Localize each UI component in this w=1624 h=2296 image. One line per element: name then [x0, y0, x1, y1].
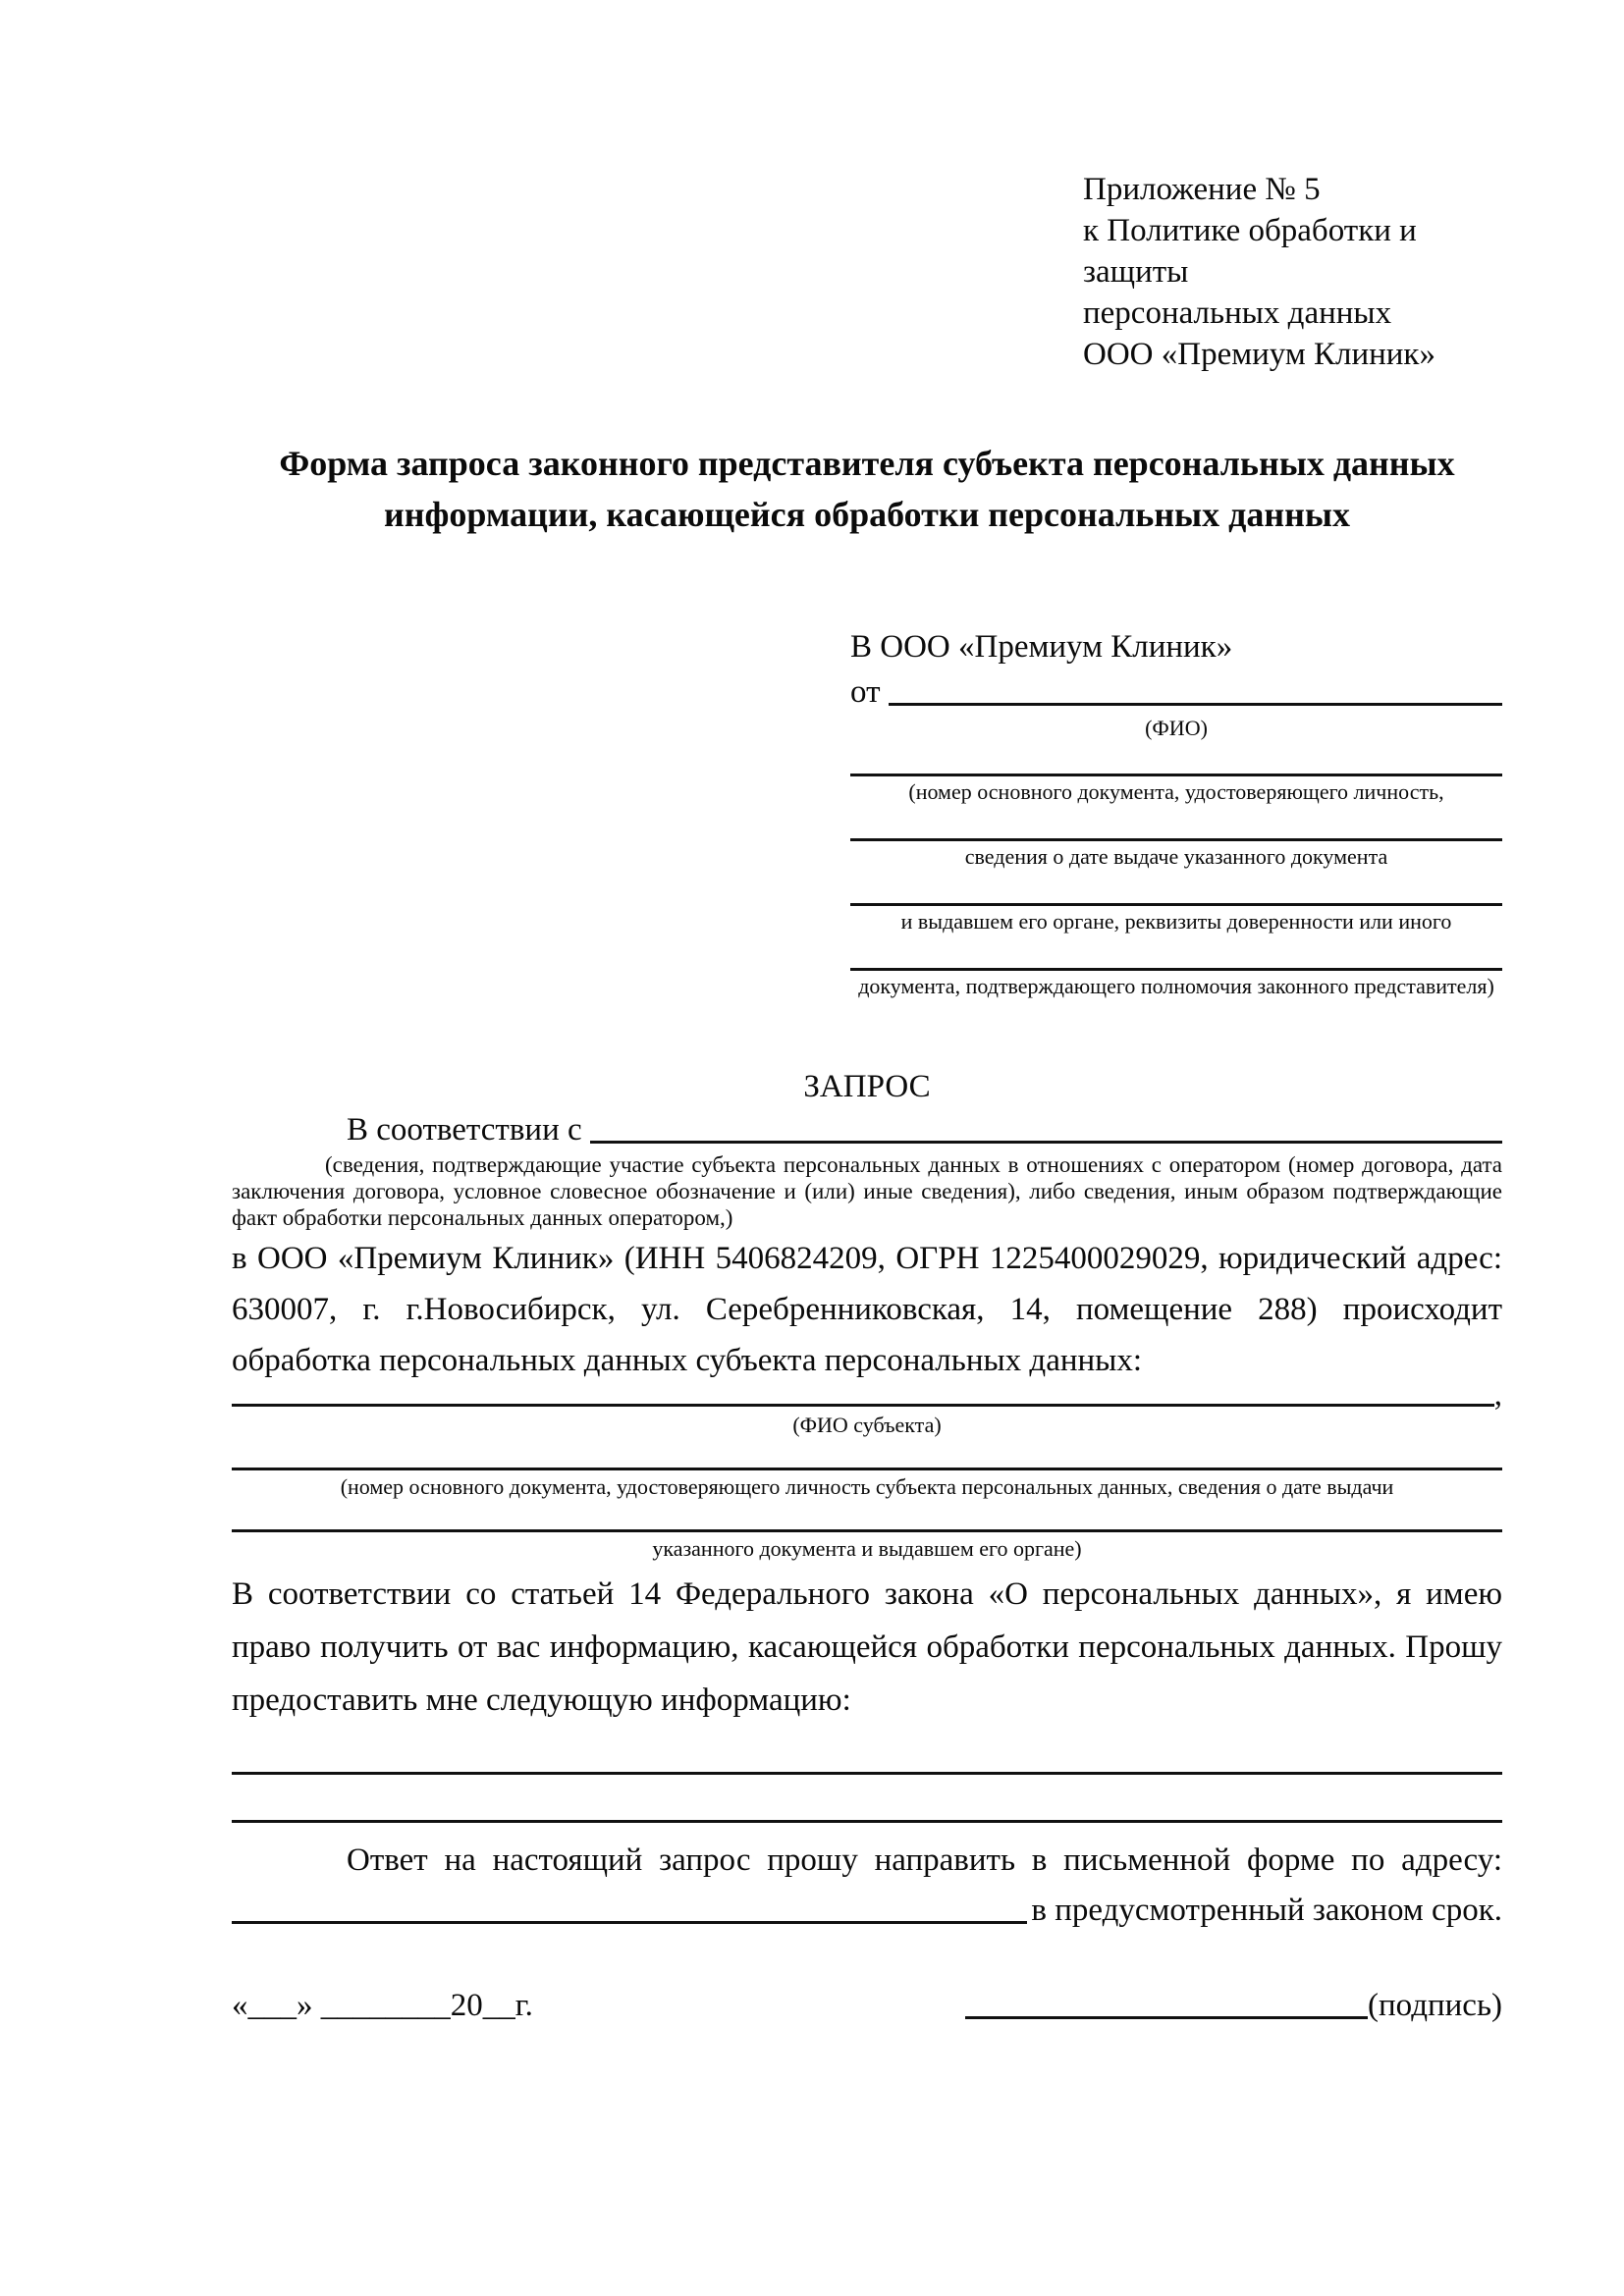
fill-in-line-issue-date [850, 817, 1502, 841]
appendix-note-line-4: ООО «Премиум Клиник» [1083, 337, 1435, 372]
fill-in-line-reply-address [232, 1921, 1027, 1924]
caption-subject-document-2: указанного документа и выдавшем его органе) [652, 1536, 1082, 1561]
operator-paragraph: в ООО «Премиум Клиник» (ИНН 5406824209, ОГРН 1225400029029, юридический адрес: 630007, г. г.Новосибирск, ул. Серебренниковская, 14, помещение 288) происходит обработка персональных данных субъекта персональных данных: [232, 1241, 1502, 1378]
reply-suffix: в предусмотренный законом срок. [1031, 1893, 1502, 1928]
caption-subject-document-1: (номер основного документа, удостоверяющего личность субъекта персональных данных, сведения о дате выдачи [340, 1474, 1394, 1499]
caption-document-number: (номер основного документа, удостоверяющего личность, [908, 779, 1444, 804]
fill-in-line-subject-fio [232, 1404, 1494, 1407]
fill-in-line-requested-info-1 [232, 1727, 1502, 1775]
fill-in-line-subject-document [232, 1438, 1502, 1470]
appendix-note-line-3: персональных данных [1083, 295, 1392, 331]
caption-fio: (ФИО) [1145, 716, 1208, 740]
from-label: от [850, 674, 881, 710]
document-title-line-1: Форма запроса законного представителя субъекта персональных данных [279, 444, 1455, 483]
fill-in-line-representative-fio [889, 703, 1503, 706]
law-paragraph: В соответствии со статьей 14 Федерального закона «О персональных данных», я имею право получить от вас информацию, касающейся обработки персональных данных. Прошу предоставить мне следующую информацию: [232, 1576, 1502, 1718]
reply-address-row [232, 1882, 1502, 1929]
document-title [232, 438, 1502, 540]
fill-in-line-authority-document [850, 946, 1502, 971]
fill-in-line-subject-document-2 [232, 1500, 1502, 1532]
signature-caption: (подпись) [1368, 1988, 1502, 2023]
reply-paragraph: Ответ на настоящий запрос прошу направить в письменной форме по адресу: [347, 1842, 1502, 1878]
intro-row [232, 1107, 1502, 1148]
appendix-note-line-1: Приложение № 5 [1083, 172, 1321, 207]
fill-in-line-document-number [850, 752, 1502, 776]
fill-in-row-issue-date [850, 817, 1502, 870]
fill-in-line-issuing-authority [850, 881, 1502, 906]
appendix-note [1083, 169, 1502, 375]
fill-in-line-requested-info-2 [232, 1775, 1502, 1823]
document-title-line-2: информации, касающейся обработки персональных данных [384, 495, 1350, 534]
subject-line-comma: , [1493, 1377, 1502, 1413]
appendix-note-line-2: к Политике обработки и защиты [1083, 213, 1417, 290]
intro-prefix: В соответствии с [347, 1112, 582, 1148]
fill-in-row-authority-document [850, 946, 1502, 999]
signature-row [232, 1988, 1502, 2024]
signature-line [965, 2016, 1368, 2019]
caption-subject-fio: (ФИО субъекта) [792, 1413, 942, 1437]
signature-area [965, 1988, 1502, 2024]
fill-in-row-issuing-authority [850, 881, 1502, 934]
addressee-organization: В ООО «Премиум Клиник» [850, 629, 1233, 665]
from-row [850, 667, 1502, 711]
caption-issuing-authority: и выдавшем его органе, реквизиты доверенности или иного [900, 909, 1452, 934]
request-heading: ЗАПРОС [803, 1069, 931, 1104]
caption-relationship-details: (сведения, подтверждающие участие субъекта персональных данных в отношениях с оператором (номер договора, дата заключения договора, условное словесное обозначение и (или) иные сведения), либо сведения, иным образом подтверждающие факт обработки персональных данных оператором,) [232, 1152, 1502, 1230]
caption-authority-document: документа, подтверждающего полномочия законного представителя) [858, 974, 1494, 998]
caption-issue-date: сведения о дате выдаче указанного документа [964, 844, 1388, 869]
date-blank: «___» ________20__г. [232, 1988, 533, 2023]
fill-in-row-subject-fio [232, 1377, 1502, 1413]
addressee-block [850, 626, 1502, 999]
fill-in-line-relationship-details [590, 1141, 1502, 1144]
fill-in-row-document-number [850, 752, 1502, 805]
